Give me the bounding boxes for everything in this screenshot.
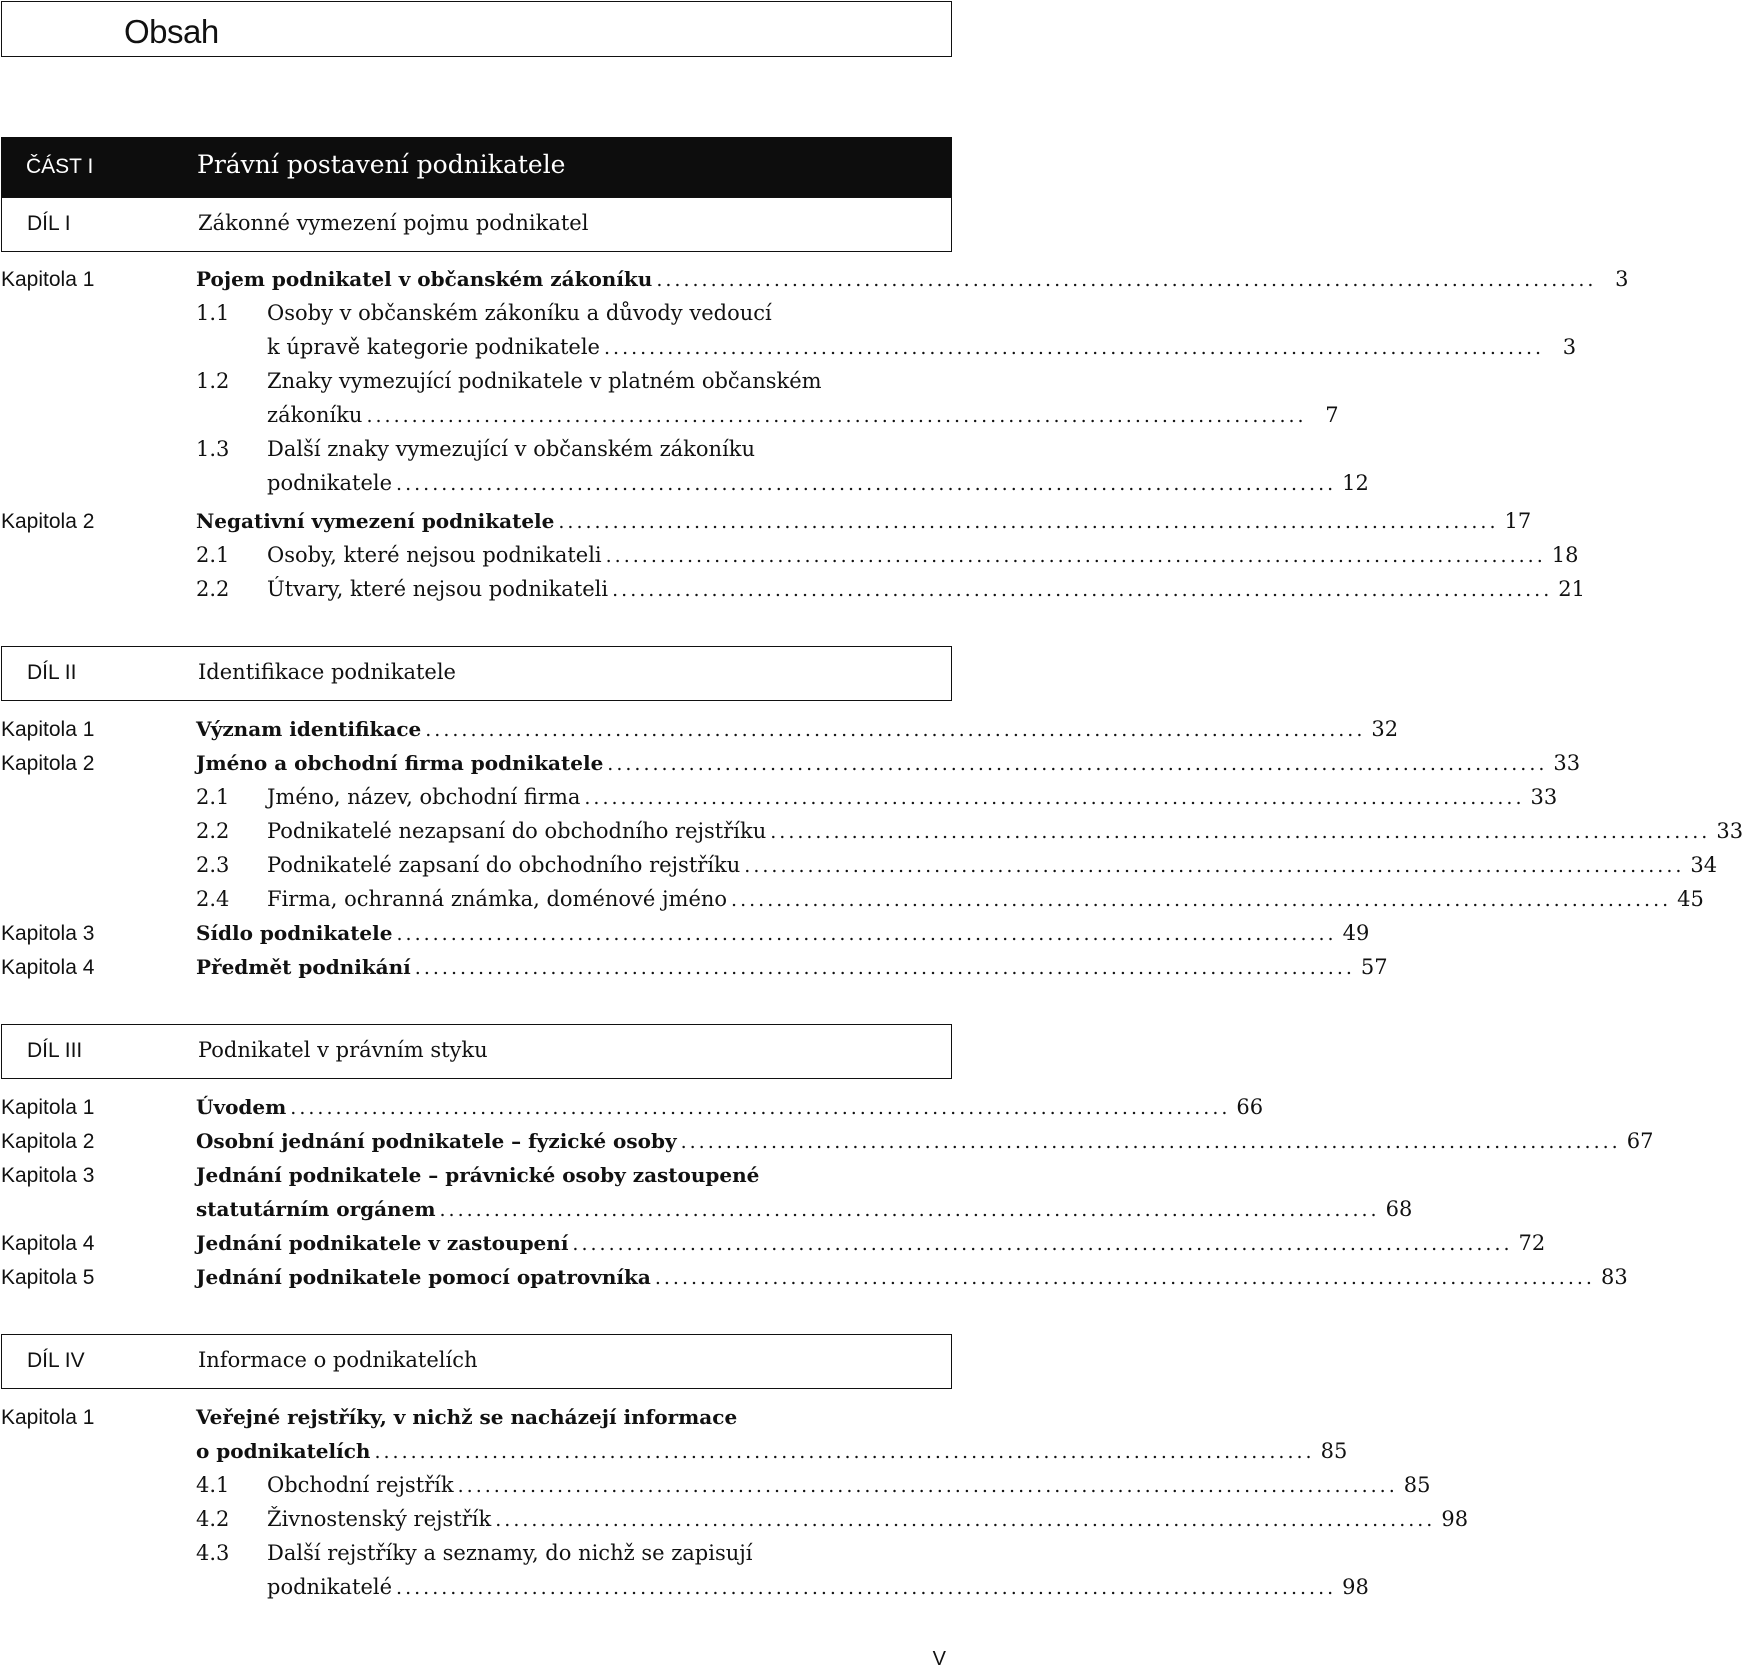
section-number: 2.2 (196, 819, 230, 843)
toc-entry (267, 785, 1558, 809)
dot-leader: ........................................................................................................ (607, 753, 1548, 775)
chapter-label: Kapitola 3 (1, 1164, 95, 1187)
section-number: 2.3 (196, 853, 230, 877)
chapter-title-line: Jednání podnikatele – právnické osoby zastoupené (196, 1163, 760, 1187)
dot-leader: ........................................................................................................ (731, 889, 1672, 911)
toc-entry (196, 921, 1370, 945)
toc-section-row-cont[interactable] (0, 467, 1369, 501)
page-ref: 85 (1320, 1439, 1348, 1463)
chapter-title: Pojem podnikatel v občanském zákoníku (196, 267, 653, 291)
dot-leader: ........................................................................................................ (439, 1199, 1380, 1221)
toc-chapter-row-cont[interactable] (0, 1435, 1348, 1469)
toc-entry (267, 853, 1718, 877)
section-number: 2.2 (196, 577, 230, 601)
toc-entry (196, 1197, 1413, 1221)
division-label: DÍL III (27, 1039, 83, 1062)
toc-chapter-row[interactable] (0, 1401, 960, 1435)
page-ref: 85 (1403, 1473, 1431, 1497)
toc-chapter-row[interactable] (0, 1125, 1654, 1159)
toc-section-row[interactable] (0, 1469, 1431, 1503)
chapter-title: Jméno a obchodní firma podnikatele (196, 751, 604, 775)
part-header (1, 137, 952, 197)
chapter-title: Význam identifikace (196, 717, 422, 741)
section-title: podnikatele (267, 471, 393, 495)
section-title: Firma, ochranná známka, doménové jméno (267, 887, 728, 911)
chapter-title: statutárním orgánem (196, 1197, 436, 1221)
section-title: Obchodní rejstřík (267, 1473, 454, 1497)
toc-section-row[interactable] (0, 815, 1743, 849)
page-ref: 33 (1716, 819, 1743, 843)
toc-chapter-row[interactable] (0, 917, 1370, 951)
toc-chapter-row[interactable] (0, 951, 1388, 985)
toc-entry (196, 1231, 1546, 1255)
section-title: Jméno, název, obchodní firma (267, 785, 581, 809)
toc-section-row[interactable] (0, 883, 1704, 917)
toc-section-row[interactable] (0, 573, 1585, 607)
toc-section-row[interactable] (0, 365, 960, 399)
chapter-title: Sídlo podnikatele (196, 921, 393, 945)
page-ref: 72 (1518, 1231, 1546, 1255)
section-number: 4.3 (196, 1541, 230, 1565)
dot-leader: ........................................................................................................ (290, 1097, 1231, 1119)
page-ref: 66 (1236, 1095, 1264, 1119)
toc-chapter-row[interactable] (0, 1261, 1628, 1295)
dot-leader: ........................................................................................................ (572, 1233, 1513, 1255)
toc-chapter-row[interactable] (0, 1091, 1264, 1125)
chapter-title: Předmět podnikání (196, 955, 411, 979)
page-title-box (1, 1, 952, 57)
division-header-2 (1, 646, 952, 701)
toc-section-row[interactable] (0, 297, 960, 331)
toc-chapter-row[interactable] (0, 263, 1629, 297)
dot-leader: ........................................................................................................ (654, 1267, 1595, 1289)
toc-chapter-row[interactable] (0, 713, 1399, 747)
toc-entry (267, 335, 1577, 359)
division-label: DÍL II (27, 661, 77, 684)
dot-leader: ........................................................................................................ (374, 1441, 1315, 1463)
chapter-title: Negativní vymezení podnikatele (196, 509, 555, 533)
division-header-3 (1, 1024, 952, 1079)
section-number: 2.1 (196, 785, 230, 809)
chapter-label: Kapitola 1 (1, 268, 95, 291)
division-label: DÍL IV (27, 1349, 85, 1372)
toc-entry (196, 1129, 1654, 1153)
toc-entry (196, 1095, 1264, 1119)
dot-leader: ........................................................................................................ (425, 719, 1366, 741)
toc-section-row-cont[interactable] (0, 1571, 1369, 1605)
page-ref: 3 (1615, 267, 1629, 291)
toc-section-row-cont[interactable] (0, 331, 1577, 365)
page-ref: 83 (1600, 1265, 1628, 1289)
toc-entry (267, 887, 1704, 911)
toc-section-row[interactable] (0, 433, 960, 467)
chapter-title: o podnikatelích (196, 1439, 371, 1463)
toc-section-row[interactable] (0, 781, 1558, 815)
chapter-label: Kapitola 4 (1, 956, 95, 979)
section-title: k úpravě kategorie podnikatele (267, 335, 600, 359)
page-ref: 18 (1551, 543, 1579, 567)
dot-leader: ........................................................................................................ (558, 511, 1499, 533)
page-title: Obsah (124, 13, 219, 50)
section-number: 4.2 (196, 1507, 230, 1531)
toc-entry (196, 955, 1388, 979)
section-title-line: Další znaky vymezující v občanském zákoníku (267, 437, 756, 461)
toc-entry (196, 751, 1581, 775)
section-number: 2.1 (196, 543, 230, 567)
toc-entry (196, 1265, 1628, 1289)
section-title: Podnikatelé zapsaní do obchodního rejstříku (267, 853, 741, 877)
dot-leader: ........................................................................................................ (603, 337, 1545, 359)
section-title: Živnostenský rejstřík (267, 1507, 492, 1531)
dot-leader: ........................................................................................................ (495, 1509, 1436, 1531)
part-title: Právní postavení podnikatele (197, 150, 566, 179)
dot-leader: ........................................................................................................ (584, 787, 1525, 809)
section-title-line: Další rejstříky a seznamy, do nichž se zapisují (267, 1541, 753, 1565)
toc-entry (267, 1575, 1369, 1599)
page-ref: 98 (1441, 1507, 1469, 1531)
dot-leader: ........................................................................................................ (396, 473, 1337, 495)
page-ref: 45 (1677, 887, 1704, 911)
dot-leader: ........................................................................................................ (366, 405, 1307, 427)
chapter-label: Kapitola 3 (1, 922, 95, 945)
toc-entry (196, 267, 1629, 291)
section-number: 4.1 (196, 1473, 230, 1497)
section-title-line: Osoby v občanském zákoníku a důvody vedoucí (267, 301, 772, 325)
toc-entry (196, 717, 1399, 741)
chapter-title-line: Veřejné rejstříky, v nichž se nacházejí informace (196, 1405, 738, 1429)
page-ref: 68 (1385, 1197, 1413, 1221)
chapter-title: Jednání podnikatele pomocí opatrovníka (196, 1265, 651, 1289)
toc-chapter-row-cont[interactable] (0, 1193, 1413, 1227)
toc-entry (267, 577, 1585, 601)
page-ref: 17 (1504, 509, 1532, 533)
chapter-label: Kapitola 2 (1, 752, 95, 775)
dot-leader: ........................................................................................................ (744, 855, 1685, 877)
section-title: podnikatelé (267, 1575, 393, 1599)
dot-leader: ........................................................................................................ (612, 579, 1553, 601)
toc-section-row[interactable] (0, 1503, 1469, 1537)
toc-entry (267, 543, 1579, 567)
section-title: Osoby, které nejsou podnikateli (267, 543, 602, 567)
section-number: 1.3 (196, 437, 230, 461)
toc-section-row[interactable] (0, 849, 1718, 883)
dot-leader: ........................................................................................................ (680, 1131, 1621, 1153)
toc-chapter-row[interactable] (0, 505, 1532, 539)
division-title: Zákonné vymezení pojmu podnikatel (198, 211, 589, 235)
page-ref: 33 (1553, 751, 1581, 775)
section-title: Podnikatelé nezapsaní do obchodního rejstříku (267, 819, 767, 843)
toc-chapter-row[interactable] (0, 747, 1581, 781)
chapter-label: Kapitola 5 (1, 1266, 95, 1289)
toc-entry (267, 819, 1743, 843)
toc-section-row-cont[interactable] (0, 399, 1339, 433)
section-number: 1.1 (196, 301, 230, 325)
page-ref: 98 (1342, 1575, 1369, 1599)
page-ref: 21 (1558, 577, 1585, 601)
toc-entry (196, 509, 1532, 533)
chapter-label: Kapitola 1 (1, 1406, 95, 1429)
page-number: V (932, 1648, 946, 1670)
dot-leader: ........................................................................................................ (656, 269, 1597, 291)
chapter-title: Jednání podnikatele v zastoupení (196, 1231, 569, 1255)
chapter-label: Kapitola 1 (1, 718, 95, 741)
toc-entry (267, 1507, 1469, 1531)
page-ref: 32 (1371, 717, 1399, 741)
section-number: 1.2 (196, 369, 230, 393)
dot-leader: ........................................................................................................ (396, 1577, 1337, 1599)
division-header-4 (1, 1334, 952, 1389)
page-ref: 3 (1562, 335, 1577, 359)
chapter-label: Kapitola 1 (1, 1096, 95, 1119)
toc-entry (267, 403, 1339, 427)
page-ref: 33 (1530, 785, 1558, 809)
page-ref: 7 (1325, 403, 1339, 427)
toc-entry (196, 1439, 1348, 1463)
section-title: zákoníku (267, 403, 363, 427)
toc-chapter-row[interactable] (0, 1159, 960, 1193)
chapter-label: Kapitola 2 (1, 1130, 95, 1153)
division-header-1 (1, 197, 952, 252)
section-number: 2.4 (196, 887, 230, 911)
dot-leader: ........................................................................................................ (414, 957, 1355, 979)
dot-leader: ........................................................................................................ (605, 545, 1546, 567)
toc-section-row[interactable] (0, 1537, 960, 1571)
toc-entry (267, 1473, 1431, 1497)
chapter-title: Osobní jednání podnikatele – fyzické osoby (196, 1129, 677, 1153)
division-title: Podnikatel v právním styku (198, 1038, 488, 1062)
division-title: Informace o podnikatelích (198, 1348, 478, 1372)
page-ref: 12 (1342, 471, 1369, 495)
dot-leader: ........................................................................................................ (770, 821, 1711, 843)
dot-leader: ........................................................................................................ (396, 923, 1337, 945)
toc-chapter-row[interactable] (0, 1227, 1546, 1261)
toc-section-row[interactable] (0, 539, 1579, 573)
page-ref: 67 (1626, 1129, 1654, 1153)
division-label: DÍL I (27, 212, 71, 235)
dot-leader: ........................................................................................................ (457, 1475, 1398, 1497)
part-label: ČÁST I (26, 155, 94, 178)
chapter-label: Kapitola 4 (1, 1232, 95, 1255)
page-ref: 49 (1342, 921, 1370, 945)
division-title: Identifikace podnikatele (198, 660, 456, 684)
page-ref: 34 (1690, 853, 1718, 877)
section-title-line: Znaky vymezující podnikatele v platném občanském (267, 369, 822, 393)
chapter-label: Kapitola 2 (1, 510, 95, 533)
page-ref: 57 (1360, 955, 1388, 979)
chapter-title: Úvodem (196, 1095, 287, 1119)
toc-entry (267, 471, 1369, 495)
section-title: Útvary, které nejsou podnikateli (267, 577, 609, 601)
